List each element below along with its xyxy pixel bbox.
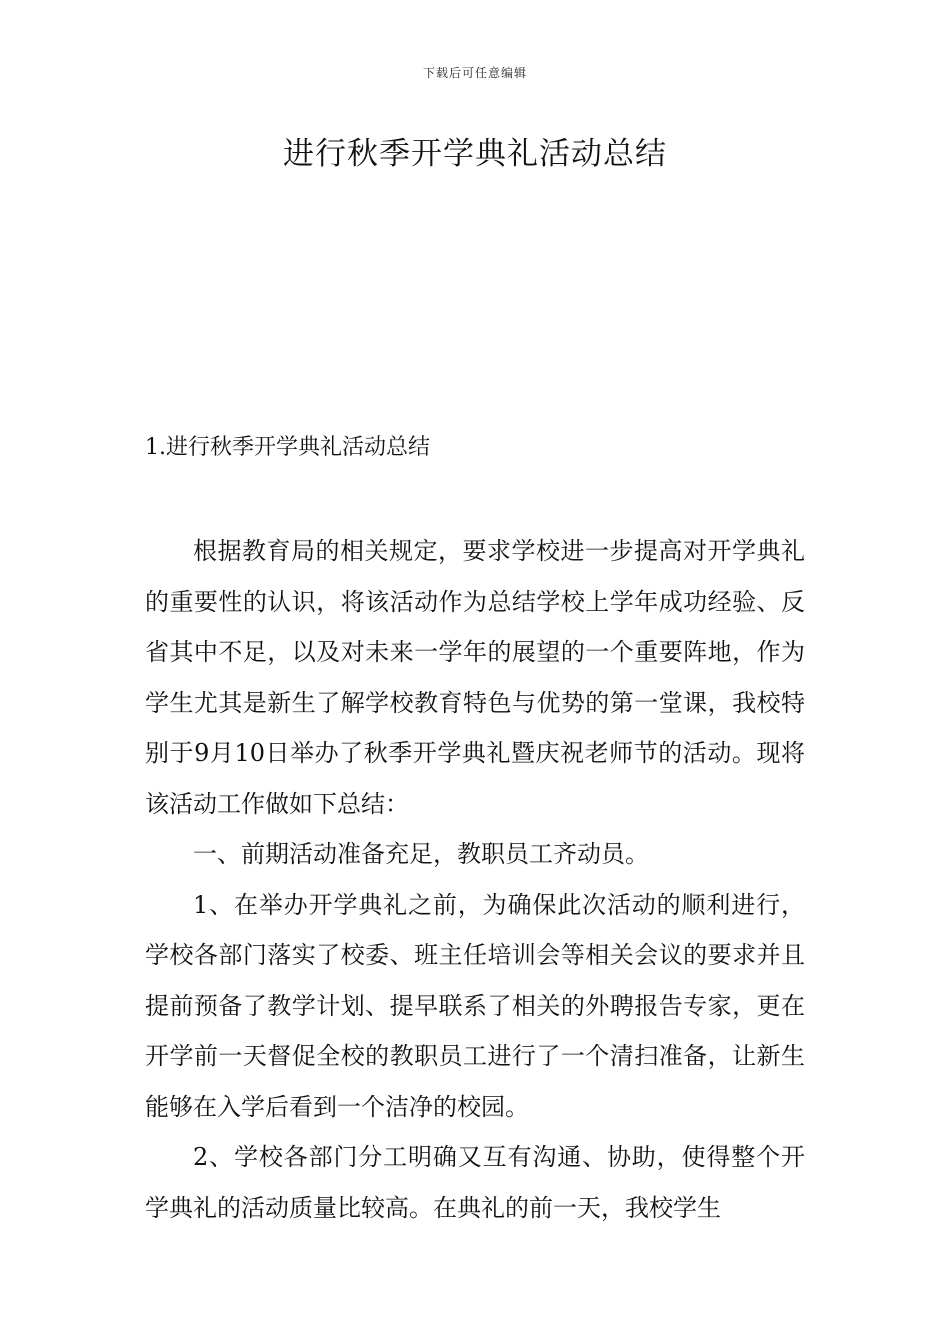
paragraph-part-one-heading: 一、前期活动准备充足，教职员工齐动员。 (193, 840, 649, 868)
paragraph-item-1: 1、在举办开学典礼之前，为确保此次活动的顺利进行，学校各部门落实了校委、班主任培训会等相关会议的要求并且提前预备了教学计划、提早联系了相关的外聘报告专家，更在开学前一天督促全校的教职员工进行了一个清扫准备，让新生能够在入学后看到一个洁净的校园。 (145, 890, 805, 1121)
document-title: 进行秋季开学典礼活动总结 (283, 136, 667, 172)
paragraph-intro: 根据教育局的相关规定，要求学校进一步提高对开学典礼的重要性的认识，将该活动作为总结学校上学年成功经验、反省其中不足，以及对未来一学年的展望的一个重要阵地，作为学生尤其是新生了解学校教育特色与优势的第一堂课，我校特别于9月10日举办了秋季开学典礼暨庆祝老师节的活动。现将该活动工作做如下总结： (145, 537, 805, 818)
section-heading: 1.进行秋季开学典礼活动总结 (145, 435, 430, 460)
header-note: 下载后可任意编辑 (422, 66, 527, 80)
body-text (145, 526, 805, 1233)
paragraph-item-2: 2、学校各部门分工明确又互有沟通、协助，使得整个开学典礼的活动质量比较高。在典礼的前一天，我校学生 (145, 1143, 805, 1222)
